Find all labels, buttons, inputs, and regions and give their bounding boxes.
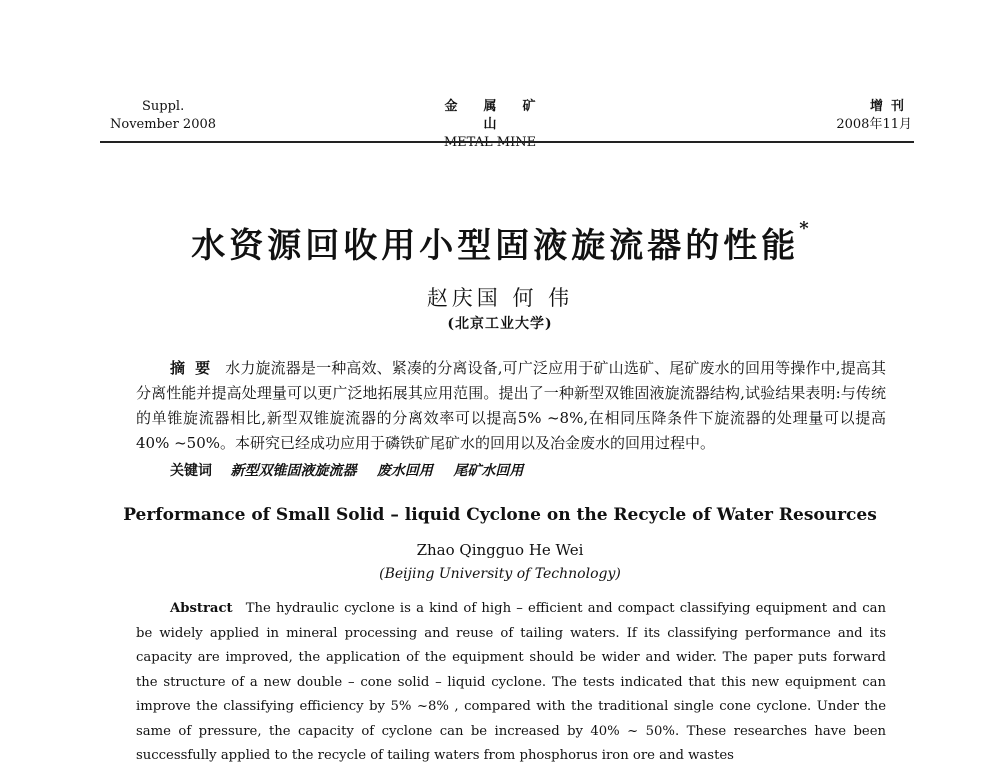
abstract-cn-label: 摘要 xyxy=(170,359,221,377)
abstract-en-label: Abstract xyxy=(170,601,233,616)
keywords-cn xyxy=(170,460,539,480)
title-footnote-mark: * xyxy=(799,218,809,239)
paper-title-cn xyxy=(0,218,1000,267)
paper-title-en: Performance of Small Solid – liquid Cyclone on the Recycle of Water Resources xyxy=(123,505,877,525)
issue-date-cn: 2008年11月 xyxy=(836,117,912,132)
title-cn-text: 水资源回收用小型固液旋流器的性能 xyxy=(191,226,800,266)
supplement-label: Suppl. xyxy=(142,99,185,114)
affiliation-cn: (北京工业大学) xyxy=(447,316,553,332)
affiliation-en: (Beijing University of Technology) xyxy=(379,566,621,582)
running-header-left xyxy=(110,98,216,134)
journal-name-cn: 金属矿山 xyxy=(444,99,562,132)
abstract-en-text: The hydraulic cyclone is a kind of high – efficient and compact classifying equipment and can be widely applied in mineral processing and reuse of tailing waters. If its classifying performance and its capacity are improved, the application of the equipment should be wider and wider. The paper puts forward the structure of a new double – cone solid – liquid cyclone. The tests indicated that this new equipment can improve the classifying efficiency by 5% ~8% , compared with the traditional single cone cyclone. Under the same of pressure, the capacity of cyclone can be increased by 40% ~ 50%. These researches have been successfully applied to the recycle of tailing waters from phosphorus iron ore and wastes xyxy=(136,601,886,763)
authors-cn: 赵庆国 何 伟 xyxy=(426,286,574,310)
issue-date-en: November 2008 xyxy=(110,117,217,132)
keyword-cn-item: 新型双锥固液旋流器 xyxy=(230,463,357,479)
header-rule xyxy=(100,141,914,143)
supplement-label-cn: 增刊 xyxy=(869,99,912,114)
abstract-cn xyxy=(136,356,886,456)
keywords-cn-label: 关键词 xyxy=(170,463,212,479)
journal-name-en xyxy=(400,134,580,152)
running-header-center xyxy=(400,98,580,152)
authors-en: Zhao Qingguo He Wei xyxy=(416,541,584,559)
keyword-cn-item: 尾矿水回用 xyxy=(453,463,524,479)
running-header-right xyxy=(836,98,912,134)
abstract-cn-text: 水力旋流器是一种高效、紧凑的分离设备,可广泛应用于矿山选矿、尾矿废水的回用等操作中,提高其分离性能并提高处理量可以更广泛地拓展其应用范围。提出了一种新型双锥固液旋流器结构,试验结果表明:与传统的单锥旋流器相比,新型双锥旋流器的分离效率可以提高5% ~8%,在相同压降条件下旋流器的处理量可以提高40% ~50%。本研究已经成功应用于磷铁矿尾矿水的回用以及冶金废水的回用过程中。 xyxy=(136,359,886,452)
abstract-en xyxy=(136,597,886,769)
keyword-cn-item: 废水回用 xyxy=(376,463,433,479)
